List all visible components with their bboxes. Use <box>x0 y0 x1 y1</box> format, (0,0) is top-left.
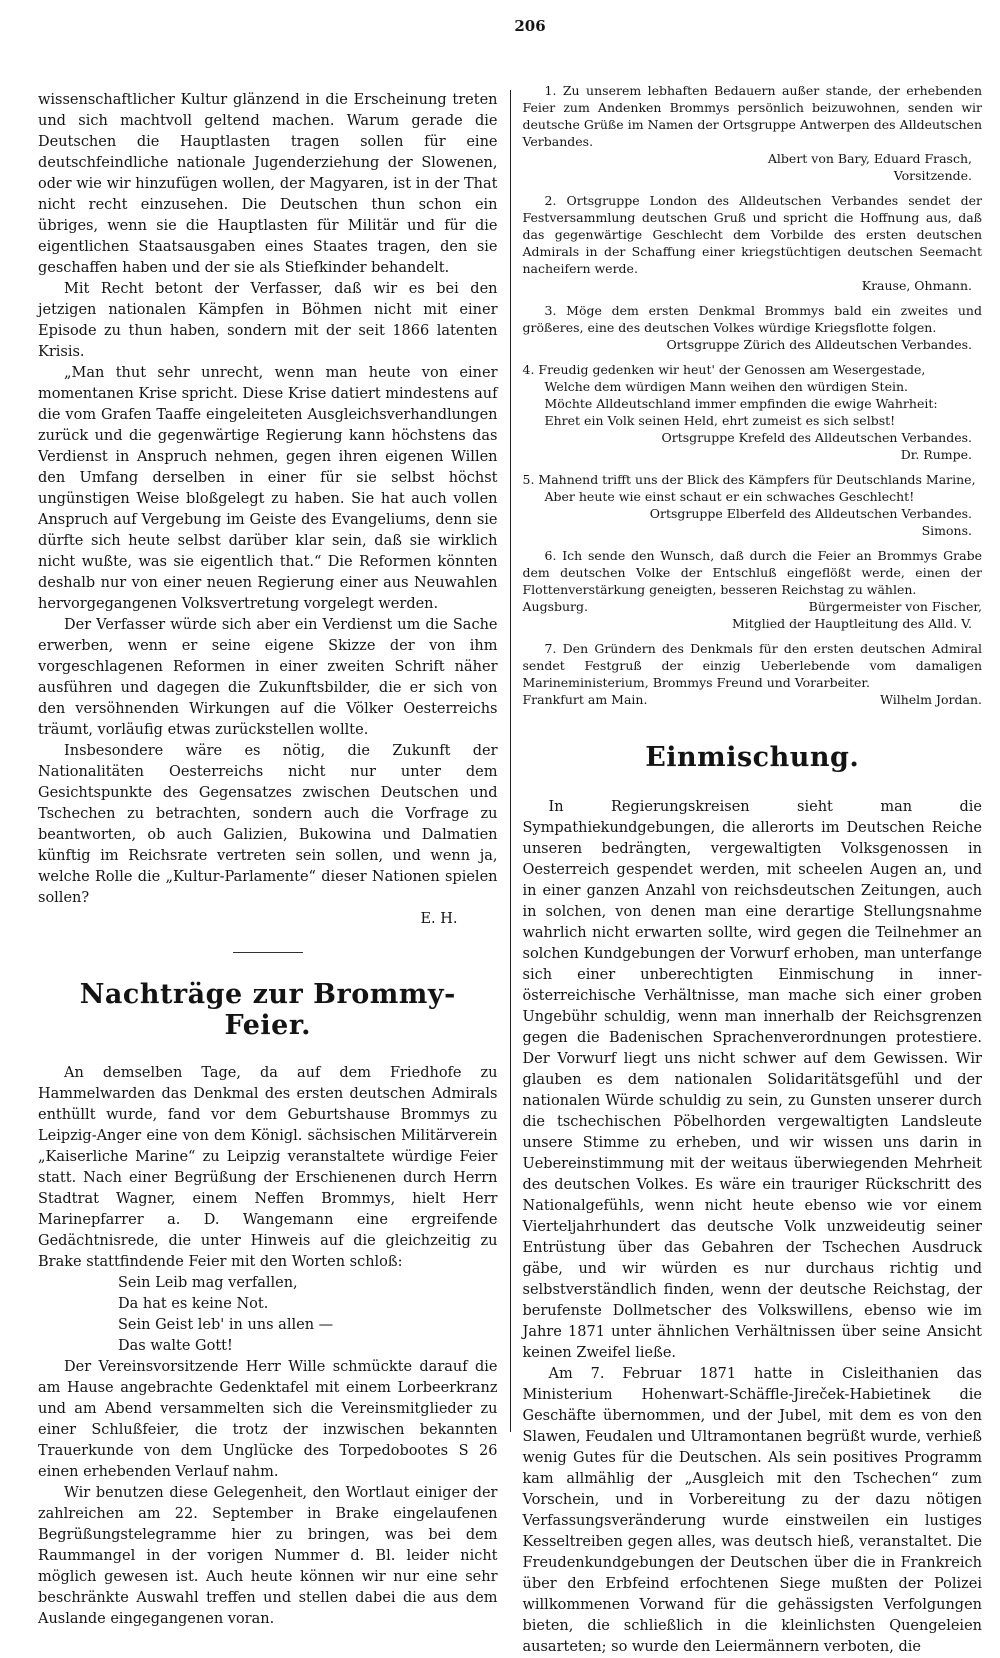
telegram <box>523 192 983 294</box>
poem <box>38 1273 498 1357</box>
poem-line: Das walte Gott! <box>118 1338 233 1354</box>
paragraph: wissenschaftlicher Kultur glänzend in die Erscheinung treten und sich machtvoll geltend machen. Warum gerade die Deutschen die Hauptlasten tragen sollen für eine deutschfeindliche nationale Jugenderziehung der Slowenen, oder wie wir hinzufügen wollen, der Magyaren, ist in der That nicht recht einzusehen. Die Deutschen thun schon ein übriges, wenn sie die Hauptlasten für Militär und für die eigentlichen Staatsausgaben eines Staates tragen, den sie geschaffen haben und der sie als Stiefkinder behandelt. <box>38 92 498 276</box>
section-heading: Nachträge zur Brommy-Feier. <box>79 979 456 1041</box>
telegram-signature: Krause, Ohmann. <box>861 278 972 293</box>
telegram-text: 1. Zu unserem lebhaften Bedauern außer stande, der erhebenden Feier zum Andenken Brommys persönlich beizuwohnen, senden wir deutsche Grüße im Namen der Ortsgruppe Antwerpen des Alldeutschen Verbandes. <box>522 83 982 149</box>
telegram-signature: Ortsgruppe Zürich des Alldeutschen Verbandes. <box>666 337 972 352</box>
telegram-signature: Ortsgruppe Krefeld des Alldeutschen Verbandes. <box>661 430 972 445</box>
paragraph: Wir benutzen diese Gelegenheit, den Wortlaut einiger der zahlreichen am 22. September in Brake eingelaufenen Begrüßungstelegramme hier zu bringen, was bei dem Raummangel in der vorigen Nummer d. Bl. leider nicht möglich gewesen ist. Auch heute können wir nur eine sehr beschränkte Auswahl treffen und stellen dabei die aus dem Auslande eingegangenen voran. <box>38 1485 498 1627</box>
telegram-text: 7. Den Gründern des Denkmals für den ersten deutschen Admiral sendet Festgruß der einzig Ueberlebende vom damaligen Marineministerium, Brommys Freund und Vorarbeiter. <box>522 641 982 690</box>
paragraph: Insbesondere wäre es nötig, die Zukunft der Nationalitäten Oesterreichs nicht nur unter dem Gesichtspunkte des Gegensatzes zwischen Deutschen und Tschechen zu betrachten, sondern auch die Vorfrage zu beantworten, ob auch Galizien, Bukowina und Dalmatien künftig im Reichsrate vertreten sein sollen, und wenn ja, welche Rolle die „Kultur-Parlamente“ dieser Nationen spielen sollen? <box>38 743 498 906</box>
telegram <box>523 640 983 708</box>
paragraph: Der Verfasser würde sich aber ein Verdienst um die Sache erwerben, wenn er seine eigene Skizze der von ihm vorgeschlagenen Reformen in einer zweiten Schrift näher ausführen und dagegen die Zukunftsbilder, die er sich von den versöhnenden Wirkungen auf die Völker Oesterreichs träumt, vorläufig etwas zurückstellen wollte. <box>38 617 498 738</box>
verse <box>523 471 983 505</box>
telegram-place: Augsburg. <box>522 599 588 614</box>
telegram-signature: Bürgermeister von Fischer, <box>808 599 982 614</box>
telegram-signature-row <box>523 598 983 615</box>
telegram <box>523 547 983 632</box>
paragraph: In Regierungskreisen sieht man die Sympathiekundgebungen, die allerorts im Deutschen Reiche unseren bedrängten, vergewaltigten Volksgenossen in Oesterreich gespendet werden, mit scheelen Augen an, und in einer ganzen Anzahl von reichsdeutschen Zeitungen, auch in solchen, von denen man eine derartige Stellungsnahme wahrlich nicht erwarten sollte, wird gegen die Teilnehmer an solchen Kundgebungen der Vorwurf erhoben, man unterfange sich einer unberechtigten Einmischung in inner-österreichische Verhältnisse, man mache sich einer groben Ungebühr schuldig, wenn man innerhalb der Reichsgrenzen gegen die Badenischen Sprachenverordnungen protestiere. Der Vorwurf liegt uns nicht schwer auf dem Gewissen. Wir glauben es dem nationalen Solidaritätsgefühl und der nationalen Würde schuldig zu sein, zu Gunsten unserer durch die tschechischen Pöbelhorden vergewaltigten Landsleute unsere Stimme zu erheben, und wir wissen uns darin in Uebereinstimmung mit der weitaus überwiegenden Mehrheit des deutschen Volkes. Es wäre ein trauriger Rückschritt des Nationalgefühls, wenn nicht heute ebenso wie vor einem Vierteljahrhundert das deutsche Volk unzweideutig seiner Entrüstung über das Gebahren der Tschechen Ausdruck gäbe, und wir würden es nur durchaus richtig und selbstverständlich finden, wenn der deutsche Reichstag, der berufenste Dollmetscher des Volkswillens, ebenso wie im Jahre 1871 unter ähnlichen Verhältnissen über seine Ansicht keinen Zweifel ließe. <box>522 799 982 1361</box>
telegram-text: 6. Ich sende den Wunsch, daß durch die Feier an Brommys Grabe dem deutschen Volke der Entschluß eingeflößt werde, einen der Flottenverstärkung geneigten, besseren Reichstag zu wählen. <box>522 548 982 597</box>
paragraph: Mit Recht betont der Verfasser, daß wir es bei den jetzigen nationalen Kämpfen in Böhmen nicht mit einer Episode zu thun haben, sondern mit der seit 1866 latenten Krisis. <box>38 281 498 360</box>
telegram-text: 2. Ortsgruppe London des Alldeutschen Verbandes sendet der Festversammlung deutschen Gruß und spricht die Hoffnung aus, daß das gegenwärtige Geschlecht dem Vorbilde des ersten deutschen Admirals in der Schaffung einer kriegstüchtigen deutschen Seemacht nacheifern werde. <box>522 193 982 276</box>
telegram-signature: Vorsitzende. <box>893 168 972 183</box>
section-heading: Einmischung. <box>645 742 860 773</box>
right-column <box>510 83 983 1655</box>
telegram-signature: Albert von Bary, Eduard Frasch, <box>767 151 972 166</box>
poem-line: Sein Leib mag verfallen, <box>118 1275 298 1291</box>
page-number: 206 <box>514 17 546 35</box>
poem-line: Da hat es keine Not. <box>118 1296 269 1312</box>
telegram-signature: Dr. Rumpe. <box>900 447 972 462</box>
paragraph: An demselben Tage, da auf dem Friedhofe zu Hammelwarden das Denkmal des ersten deutschen Admirals enthüllt wurde, fand vor dem Geburtshause Brommys zu Leipzig-Anger eine von dem Königl. sächsischen Militärverein „Kaiserliche Marine“ zu Leipzig veranstaltete würdige Feier statt. Nach einer Begrüßung der Erschienenen durch Herrn Stadtrat Wagner, einem Neffen Brommys, hielt Herr Marinepfarrer a. D. Wangemann eine ergreifende Gedächtnisrede, die unter Hinweis auf die gleichzeitig zu Brake stattfindende Feier mit den Worten schloß: <box>38 1065 498 1270</box>
paragraph: Der Vereinsvorsitzende Herr Wille schmückte darauf die am Hause angebrachte Gedenktafel mit einem Lorbeerkranz und am Abend versammelten sich die Vereinsmitglieder zu einer Schlußfeier, die trotz der inzwischen bekannten Trauerkunde von dem Unglücke des Torpedobootes S 26 einen erhebenden Verlauf nahm. <box>38 1359 498 1480</box>
telegram-signature: Wilhelm Jordan. <box>880 692 982 707</box>
verse-line: Welche dem würdigen Mann weihen den würdigen Stein. <box>544 379 908 394</box>
telegram <box>523 361 983 463</box>
paragraph: „Man thut sehr unrecht, wenn man heute von einer momentanen Krise spricht. Diese Krise datiert mindestens auf die vom Grafen Taaffe eingeleiteten Ausgleichsverhandlungen zurück und die gegenwärtige Regierung kann höchstens das Verdienst in Anspruch nehmen, gegen ihren eigenen Willen den Umfang derselben in einer für sie selbst höchst ungünstigen Weise bloßgelegt zu haben. Sie hat auch vollen Anspruch auf Vergebung im Geiste des Evangeliums, denn sie dürfte sich heute selbst darüber klar sein, daß sie wirklich nicht wußte, was sie eigentlich that.“ Die Reformen könnten deshalb nur von einer neuen Regierung einer aus Neuwahlen hervorgegangenen Volksvertretung vorgelegt werden. <box>38 365 498 612</box>
columns <box>38 83 982 1655</box>
telegram-signature: Simons. <box>921 523 972 538</box>
paragraph: Am 7. Februar 1871 hatte in Cisleithanien das Ministerium Hohenwart-Schäffle-Jireček-Habietinek die Geschäfte übernommen, und der Jubel, mit dem es von den Slawen, Feudalen und Ultramontanen begrüßt wurde, verhieß wenig Gutes für die Deutschen. Als sein positives Programm kam allmählig der „Ausgleich mit den Tschechen“ zum Vorschein, und in Vorbereitung zu der dazu nötigen Verfassungsveränderung wurde einstweilen ein lustiges Kesseltreiben gegen alles, was deutsch hieß, veranstaltet. Die Freudenkundgebungen der Deutschen über die in Frankreich über den Erbfeind erfochtenen Siege mußten der Polizei willkommenen Vorwand für die gehässigsten Verfolgungen bieten, die schließlich in die kleinlichsten Quengeleien ausarteten; so wurde den Leiermännern verboten, die <box>522 1366 982 1655</box>
telegram <box>523 471 983 539</box>
telegram <box>523 302 983 353</box>
telegram-signature: Mitglied der Hauptleitung des Alld. V. <box>731 616 972 631</box>
verse-line: Möchte Alldeutschland immer empfinden die ewige Wahrheit: <box>544 396 938 411</box>
verse-line: Ehret ein Volk seinen Held, ehrt zumeist es sich selbst! <box>544 413 896 428</box>
telegram-place: Frankfurt am Main. <box>522 692 648 707</box>
author-signature: E. H. <box>420 911 458 927</box>
section-divider <box>233 952 303 953</box>
left-column <box>38 90 510 1627</box>
verse-line: 5. Mahnend trifft uns der Blick des Kämpfers für Deutschlands Marine, <box>522 472 976 487</box>
telegram-text: 3. Möge dem ersten Denkmal Brommys bald ein zweites und größeres, eine des deutschen Volkes würdige Kriegsflotte folgen. <box>522 303 982 335</box>
verse <box>523 361 983 429</box>
verse-line: Aber heute wie einst schaut er ein schwaches Geschlecht! <box>544 489 915 504</box>
telegram-signature-row <box>523 691 983 708</box>
telegram <box>523 82 983 184</box>
poem-line: Sein Geist leb' in uns allen — <box>118 1317 334 1333</box>
verse-line: 4. Freudig gedenken wir heut' der Genossen am Wesergestade, <box>522 362 926 377</box>
telegram-signature: Ortsgruppe Elberfeld des Alldeutschen Verbandes. <box>649 506 972 521</box>
